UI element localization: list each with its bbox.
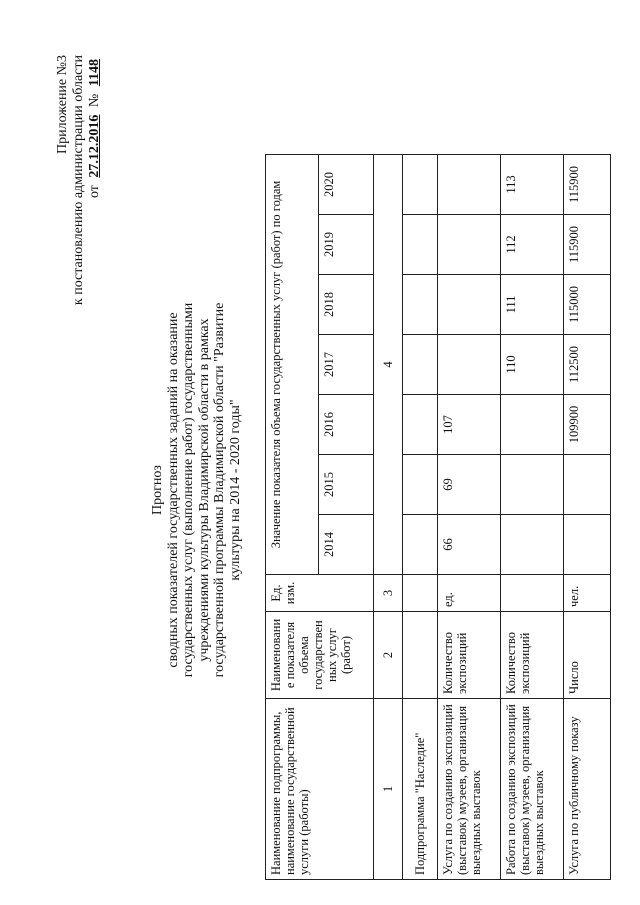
subprogram-row <box>403 155 438 880</box>
year-cell: 2017 <box>319 335 374 395</box>
appendix-subtitle: к постановлению администрации области <box>71 55 86 306</box>
empty-cell <box>403 395 438 455</box>
year-cell: 2015 <box>319 455 374 515</box>
appendix-date-line <box>87 55 103 305</box>
service-name: Работа по созданию экспозиций (выставок) музеев, организация выездных выставок <box>501 699 564 880</box>
value-cell: 111 <box>501 275 564 335</box>
column-number: 3 <box>374 575 403 612</box>
title-line-4: учреждениями культуры Владимирской области в рамках <box>196 318 212 662</box>
value-cell: 110 <box>501 335 564 395</box>
value-cell: 112 <box>501 215 564 275</box>
unit: ед. <box>438 575 501 612</box>
decree-number: 1148 <box>87 59 102 87</box>
appendix-header <box>55 55 103 305</box>
empty-cell <box>403 515 438 575</box>
header-row-1 <box>266 155 319 880</box>
header-unit: Ед. изм. <box>266 575 374 612</box>
year-cell: 2018 <box>319 275 374 335</box>
year-cell: 2019 <box>319 215 374 275</box>
table-row <box>438 155 501 880</box>
value-cell <box>564 515 611 575</box>
value-cell: 109900 <box>564 395 611 455</box>
empty-cell <box>403 275 438 335</box>
number-label: № <box>87 93 102 108</box>
empty-cell <box>403 575 438 612</box>
empty-cell <box>403 335 438 395</box>
year-cell: 2020 <box>319 155 374 215</box>
value-cell <box>438 275 501 335</box>
value-cell: 115000 <box>564 275 611 335</box>
value-cell <box>438 335 501 395</box>
value-cell: 66 <box>438 515 501 575</box>
table-row <box>564 155 611 880</box>
indicator-name: Количество экспозиций <box>501 612 564 699</box>
value-cell: 113 <box>501 155 564 215</box>
year-cell: 2016 <box>319 395 374 455</box>
from-label: от <box>87 185 102 199</box>
title-line-1: Прогноз <box>150 465 165 515</box>
appendix-title: Приложение №3 <box>55 55 70 154</box>
empty-cell <box>403 455 438 515</box>
unit: чел. <box>564 575 611 612</box>
value-cell <box>564 455 611 515</box>
column-number: 1 <box>374 699 403 880</box>
header-name: Наименование подпрограммы, наименование государственной услуги (работы) <box>266 699 374 880</box>
forecast-table <box>265 154 611 880</box>
value-cell <box>501 395 564 455</box>
numbering-row <box>374 155 403 880</box>
value-cell: 69 <box>438 455 501 515</box>
empty-cell <box>403 215 438 275</box>
value-cell <box>501 515 564 575</box>
value-cell <box>501 455 564 515</box>
value-cell: 107 <box>438 395 501 455</box>
year-cell: 2014 <box>319 515 374 575</box>
header-values-group: Значение показателя объема государственных услуг (работ) по годам <box>266 155 319 575</box>
value-cell: 115900 <box>564 155 611 215</box>
subprogram-name: Подпрограмма "Наследие" <box>403 699 438 880</box>
value-cell: 115900 <box>564 215 611 275</box>
empty-cell <box>403 612 438 699</box>
service-name: Услуга по созданию экспозиций (выставок) музеев, организация выездных выставок <box>438 699 501 880</box>
indicator-name: Число <box>564 612 611 699</box>
header-indicator: Наименовани е показателя объема государствен ных услуг (работ) <box>266 612 374 699</box>
column-number: 2 <box>374 612 403 699</box>
title-line-6: культуры на 2014 - 2020 годы" <box>227 399 243 581</box>
document-title <box>150 255 243 725</box>
title-line-5: государственной программы Владимирской области "Развитие <box>212 302 227 678</box>
decree-date: 27.12.2016 <box>87 114 102 178</box>
unit <box>501 575 564 612</box>
value-cell: 112500 <box>564 335 611 395</box>
value-cell <box>438 155 501 215</box>
indicator-name: Количество экспозиций <box>438 612 501 699</box>
title-line-2: сводных показателей государственных заданий на оказание <box>165 312 181 668</box>
value-cell <box>438 215 501 275</box>
service-name: Услуга по публичному показу <box>564 699 611 880</box>
column-number: 4 <box>374 155 403 575</box>
table-row <box>501 155 564 880</box>
title-line-3: государственных услуг (выполнение работ) государственными <box>181 302 196 678</box>
empty-cell <box>403 155 438 215</box>
